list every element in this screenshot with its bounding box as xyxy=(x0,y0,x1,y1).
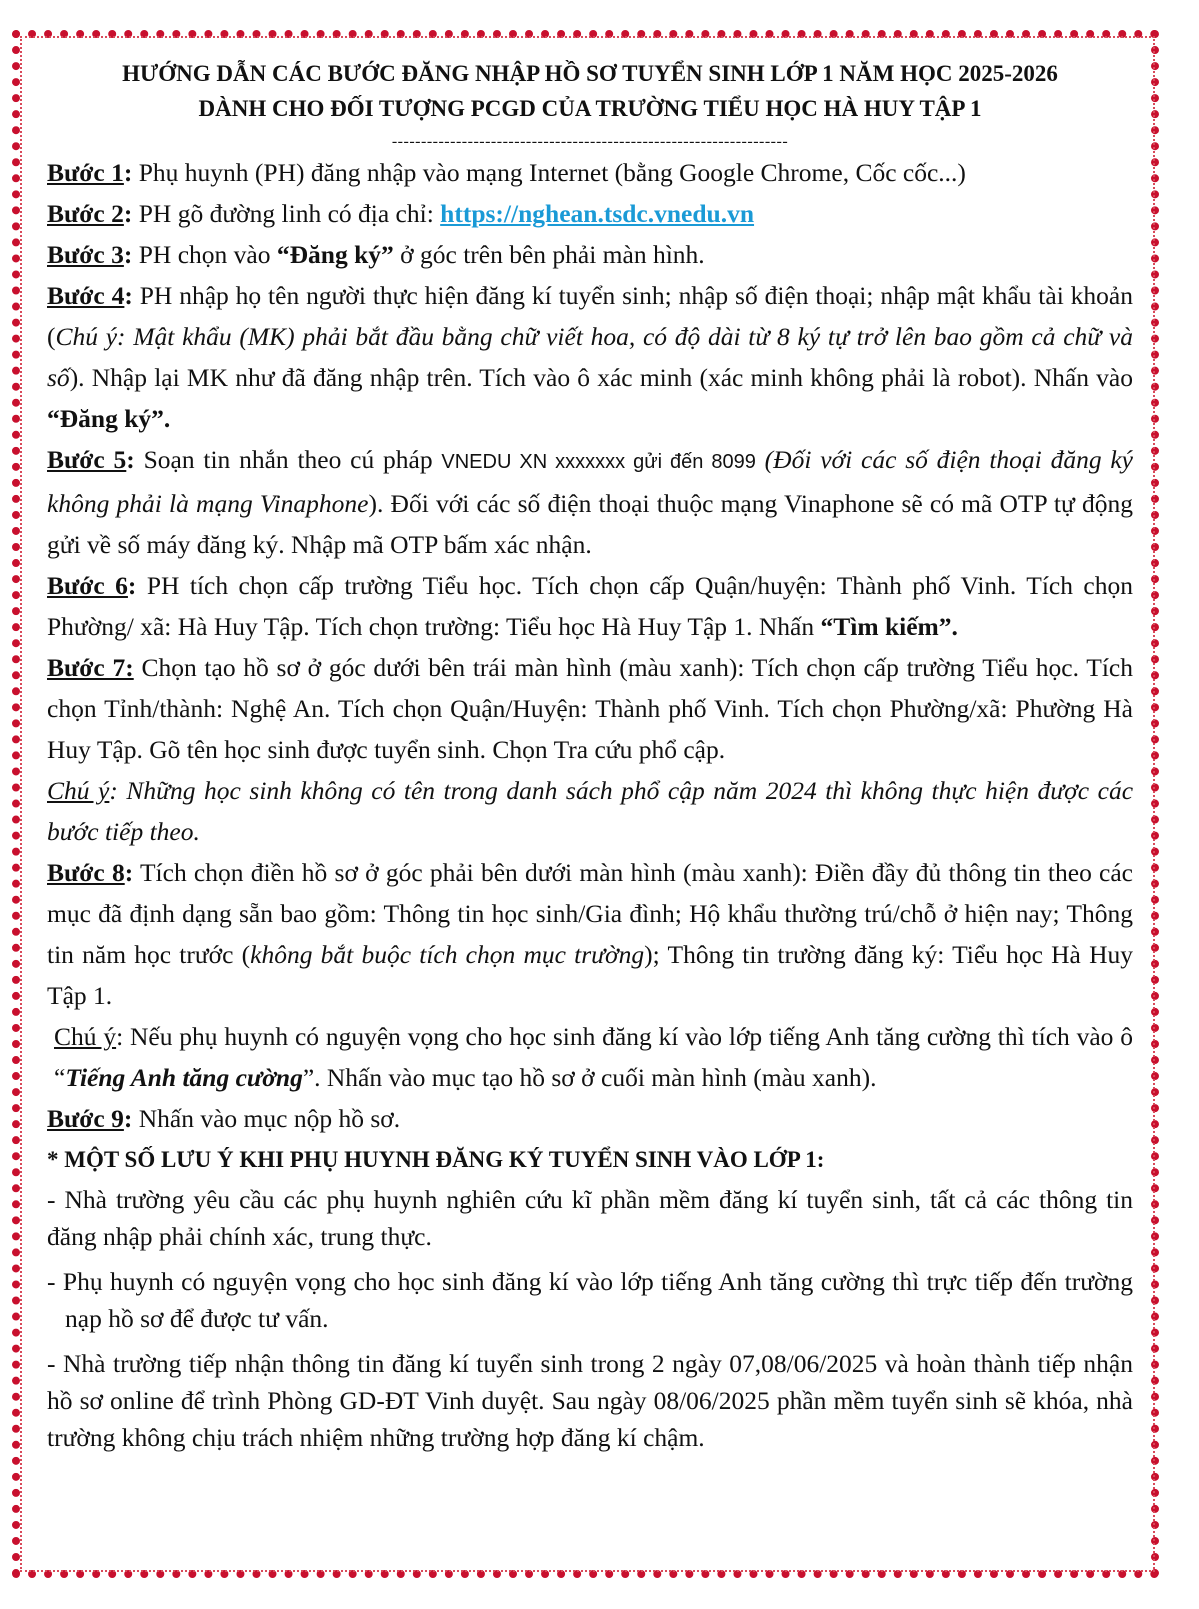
notes-heading: * MỘT SỐ LƯU Ý KHI PHỤ HUYNH ĐĂNG KÝ TUYỂN SINH VÀO LỚP 1: xyxy=(47,1147,825,1172)
step-4-italic: Chú ý: Mật khẩu (MK) phải bắt đầu bằng chữ viết hoa, có độ dài từ 8 ký tự trở lên bao gồm cả chữ và số xyxy=(47,322,1133,392)
document-body xyxy=(47,56,1133,1456)
step-9: Bước 9: Nhấn vào mục nộp hồ sơ. xyxy=(47,1104,401,1133)
step-7-note-label: Chú ý xyxy=(47,776,110,805)
step-3-pre: PH chọn vào xyxy=(132,240,277,269)
step-4: Bước 4: PH nhập họ tên người thực hiện đăng kí tuyển sinh; nhập số điện thoại; nhập mật khẩu tài khoản (Chú ý: Mật khẩu (MK) phải bắt đầu bằng chữ viết hoa, có độ dài từ 8 ký tự trở lên bao gồm cả chữ và số). Nhập lại MK như đã đăng nhập trên. Tích vào ô xác minh (xác minh không phải là robot). Nhấn vào “Đăng ký”. xyxy=(47,281,1133,433)
step-1-text: Phụ huynh (PH) đăng nhập vào mạng Internet (bằng Google Chrome, Cốc cốc...) xyxy=(132,158,966,187)
registration-link[interactable]: https://nghean.tsdc.vnedu.vn xyxy=(440,199,755,228)
step-5: Bước 5: Soạn tin nhắn theo cú pháp VNEDU XN xxxxxxx gửi đến 8099 (Đối với các số điện thoại đăng ký không phải là mạng Vinaphone). Đối với các số điện thoại thuộc mạng Vinaphone sẽ có mã OTP tự động gửi về số máy đăng ký. Nhập mã OTP bấm xác nhận. xyxy=(47,445,1133,559)
step-4-bold: “Đăng ký”. xyxy=(47,404,171,433)
step-6-pre: PH tích chọn cấp trường Tiểu học. Tích chọn cấp Quận/huyện: Thành phố Vinh. Tích chọn Phường/ xã: Hà Huy Tập. Tích chọn trường: Tiểu học Hà Huy Tập 1. Nhấn xyxy=(47,571,1133,641)
step-3-post: ở góc trên bên phải màn hình. xyxy=(393,240,705,269)
title-line-1: HƯỚNG DẪN CÁC BƯỚC ĐĂNG NHẬP HỒ SƠ TUYỂN SINH LỚP 1 NĂM HỌC 2025-2026 xyxy=(122,61,1058,86)
step-7-text: Chọn tạo hồ sơ ở góc dưới bên trái màn hình (màu xanh): Tích chọn cấp trường Tiểu học. Tích chọn Tỉnh/thành: Nghệ An. Tích chọn Quận/Huyện: Thành phố Vinh. Tích chọn Phường/xã: Phường Hà Huy Tập. Gõ tên học sinh được tuyển sinh. Chọn Tra cứu phổ cập. xyxy=(47,653,1133,764)
step-6-label: Bước 6 xyxy=(47,571,128,600)
step-5-label: Bước 5 xyxy=(47,445,127,474)
step-8-post: ); Thông tin trường đăng ký: Tiểu học Hà Huy Tập 1. xyxy=(47,940,1133,1010)
title-line-2: DÀNH CHO ĐỐI TƯỢNG PCGD CỦA TRƯỜNG TIỂU HỌC HÀ HUY TẬP 1 xyxy=(198,96,982,121)
step-7-label: Bước 7: xyxy=(47,653,134,682)
step-8-note-post: ”. Nhấn vào mục tạo hồ sơ ở cuối màn hình (màu xanh). xyxy=(302,1063,877,1092)
step-8-pre: Tích chọn điền hồ sơ ở góc phải bên dưới màn hình (màu xanh): Điền đầy đủ thông tin theo các mục đã định dạng sẵn bao gồm: Thông tin học sinh/Gia đình; Hộ khẩu thường trú/chỗ ở hiện nay; Thông tin năm học trước ( xyxy=(47,858,1133,969)
step-9-label: Bước 9 xyxy=(47,1104,124,1133)
step-8-note-pre: : Nếu phụ huynh có nguyện vọng cho học sinh đăng kí vào lớp tiếng Anh tăng cường thì tích vào ô “ xyxy=(54,1022,1134,1092)
note-3: - Nhà trường tiếp nhận thông tin đăng kí tuyển sinh trong 2 ngày 07,08/06/2025 và hoàn thành tiếp nhận hồ sơ online để trình Phòng GD-ĐT Vinh duyệt. Sau ngày 08/06/2025 phần mềm tuyển sinh sẽ khóa, nhà trường không chịu trách nhiệm những trường hợp đăng kí chậm. xyxy=(47,1349,1133,1452)
step-4-pre: PH nhập họ tên người thực hiện đăng kí tuyển sinh; nhập số điện thoại; nhập mật khẩu tài khoản ( xyxy=(47,281,1133,351)
step-2-label: Bước 2 xyxy=(47,199,124,228)
step-5-post: ). Đối với các số điện thoại thuộc mạng Vinaphone sẽ có mã OTP tự động gửi về số máy đăng ký. Nhập mã OTP bấm xác nhận. xyxy=(47,489,1133,559)
step-7-note xyxy=(47,770,1133,852)
step-4-mid: ). Nhập lại MK như đã đăng nhập trên. Tích vào ô xác minh (xác minh không phải là robot). Nhấn vào xyxy=(69,363,1133,392)
step-7-note-text: : Những học sinh không có tên trong danh sách phổ cập năm 2024 thì không thực hiện được các bước tiếp theo. xyxy=(47,776,1134,846)
step-5-italic: (Đối với các số điện thoại đăng ký không phải là mạng Vinaphone xyxy=(47,445,1133,518)
step-6: Bước 6: PH tích chọn cấp trường Tiểu học. Tích chọn cấp Quận/huyện: Thành phố Vinh. Tích chọn Phường/ xã: Hà Huy Tập. Tích chọn trường: Tiểu học Hà Huy Tập 1. Nhấn “Tìm kiếm”. xyxy=(47,571,1133,641)
step-9-text: Nhấn vào mục nộp hồ sơ. xyxy=(132,1104,401,1133)
step-8-note xyxy=(47,1016,1133,1098)
step-1-label: Bước 1 xyxy=(47,158,124,187)
step-4-label: Bước 4 xyxy=(47,281,125,310)
note-1: - Nhà trường yêu cầu các phụ huynh nghiên cứu kĩ phần mềm đăng kí tuyển sinh, tất cả các thông tin đăng nhập phải chính xác, trung thực. xyxy=(47,1185,1133,1251)
step-1: Bước 1: Phụ huynh (PH) đăng nhập vào mạng Internet (bằng Google Chrome, Cốc cốc...) xyxy=(47,158,966,187)
step-2: Bước 2: PH gõ đường linh có địa chỉ: https://nghean.tsdc.vnedu.vn xyxy=(47,199,755,228)
step-2-text: PH gõ đường linh có địa chỉ: xyxy=(132,199,441,228)
note-2: - Phụ huynh có nguyện vọng cho học sinh đăng kí vào lớp tiếng Anh tăng cường thì trực tiếp đến trường nạp hồ sơ để được tư vấn. xyxy=(47,1267,1133,1333)
step-5-pre: Soạn tin nhắn theo cú pháp xyxy=(134,445,442,474)
step-6-bold: “Tìm kiếm”. xyxy=(820,612,958,641)
step-8: Bước 8: Tích chọn điền hồ sơ ở góc phải bên dưới màn hình (màu xanh): Điền đầy đủ thông tin theo các mục đã định dạng sẵn bao gồm: Thông tin học sinh/Gia đình; Hộ khẩu thường trú/chỗ ở hiện nay; Thông tin năm học trước (không bắt buộc tích chọn mục trường); Thông tin trường đăng ký: Tiểu học Hà Huy Tập 1. xyxy=(47,858,1133,1010)
step-3: Bước 3: PH chọn vào “Đăng ký” ở góc trên bên phải màn hình. xyxy=(47,240,705,269)
step-8-note-bold-italic: Tiếng Anh tăng cường xyxy=(65,1063,303,1092)
separator-line: -------------------------------------------------------------------- xyxy=(391,133,789,150)
step-3-label: Bước 3 xyxy=(47,240,124,269)
step-3-bold: “Đăng ký” xyxy=(276,240,394,269)
step-5-sms-syntax: VNEDU XN xxxxxxx gửi đến 8099 xyxy=(441,451,756,473)
step-8-note-label: Chú ý xyxy=(54,1022,117,1051)
step-7 xyxy=(47,647,1133,770)
step-8-label: Bước 8 xyxy=(47,858,125,887)
step-8-italic: không bắt buộc tích chọn mục trường xyxy=(250,940,645,969)
